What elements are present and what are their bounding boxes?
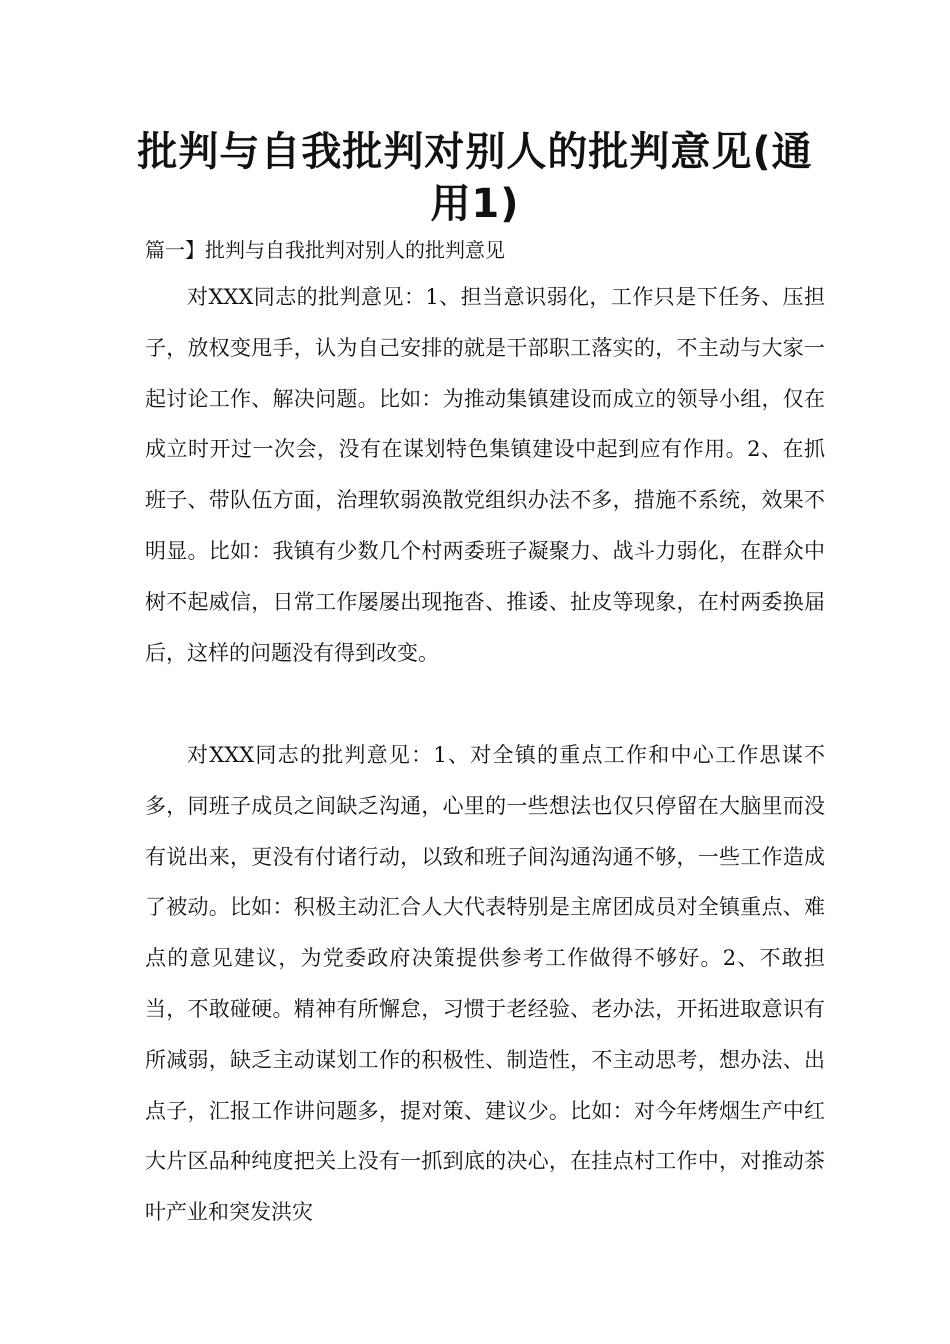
paragraph-1: 对XXX同志的批判意见：1、担当意识弱化，工作只是下任务、压担子，放权变甩手，认为自己安排的就是干部职工落实的，不主动与大家一起讨论工作、解决问题。比如：为推动集镇建设而成立的领导小组，仅在成立时开过一次会，没有在谋划特色集镇建设中起到应有作用。2、在抓班子、带队伍方面，治理软弱涣散党组织办法不多，措施不系统，效果不明显。比如：我镇有少数几个村两委班子凝聚力、战斗力弱化，在群众中树不起威信，日常工作屡屡出现拖沓、推诿、扯皮等现象，在村两委换届后，这样的问题没有得到改变。 [145,285,825,665]
section-heading: 篇一】批判与自我批判对别人的批判意见 [145,238,505,262]
paragraph-2: 对XXX同志的批判意见：1、对全镇的重点工作和中心工作思谋不多，同班子成员之间缺乏沟通，心里的一些想法也仅只停留在大脑里而没有说出来，更没有付诸行动，以致和班子间沟通沟通不够，一些工作造成了被动。比如：积极主动汇合人大代表特别是主席团成员对全镇重点、难点的意见建议，为党委政府决策提供参考工作做得不够好。2、不敢担当，不敢碰硬。精神有所懈怠，习惯于老经验、老办法，开拓进取意识有所减弱，缺乏主动谋划工作的积极性、制造性，不主动思考，想办法、出点子，汇报工作讲问题多，提对策、建议少。比如：对今年烤烟生产中红大片区品种纯度把关上没有一抓到底的决心，在挂点村工作中，对推动茶叶产业和突发洪灾 [145,743,825,1225]
document-title: 批判与自我批判对别人的批判意见(通用1) [137,129,813,227]
